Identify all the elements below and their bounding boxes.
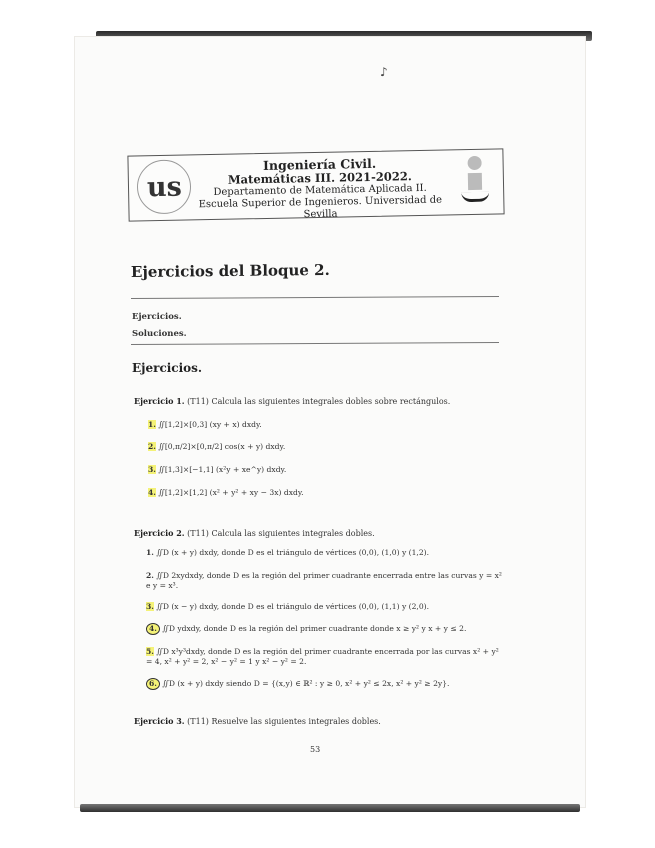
exercise-1-item: 2. ∬[0,π/2]×[0,π/2] cos(x + y) dxdy. bbox=[148, 442, 286, 451]
header-department: Departamento de Matemática Aplicada II. bbox=[213, 182, 427, 198]
header-text bbox=[195, 156, 446, 224]
section-title: Ejercicios. bbox=[132, 361, 203, 375]
page-number: 53 bbox=[310, 745, 321, 754]
exercise-2-text: (T11) Calcula las siguientes integrales dobles. bbox=[187, 529, 375, 538]
exercise-2-item: 5. ∬D x³y³dxdy, donde D es la región del primer cuadrante encerrada por las curvas x² + y² = 4, x² + y² = 2, x² − y² = 1 y x² − y² = 2. bbox=[146, 647, 499, 666]
header-school: Escuela Superior de Ingenieros. Universidad de Sevilla bbox=[198, 194, 443, 221]
exercise-2-item: 4. ∬D ydxdy, donde D es la región del primer cuadrante donde x ≥ y² y x + y ≤ 2. bbox=[146, 623, 506, 635]
stray-mark: ♪ bbox=[380, 65, 388, 79]
header-course: Matemáticas III. 2021-2022. bbox=[227, 169, 412, 187]
exercise-3-text: (T11) Resuelve las siguientes integrales dobles. bbox=[187, 717, 381, 726]
exercise-3-label: Ejercicio 3. bbox=[134, 716, 185, 726]
header-degree: Ingeniería Civil. bbox=[262, 155, 377, 174]
exercise-1-text: (T11) Calcula las siguientes integrales dobles sobre rectángulos. bbox=[187, 397, 451, 406]
exercise-3-heading bbox=[134, 716, 381, 726]
toc-link-soluciones[interactable]: Soluciones. bbox=[132, 329, 187, 339]
exercise-1-item: 3. ∬[1,3]×[−1,1] (x²y + xe^y) dxdy. bbox=[148, 465, 287, 474]
exercise-2-label: Ejercicio 2. bbox=[134, 528, 185, 538]
university-logo-text: us bbox=[146, 171, 183, 204]
toc-link-ejercicios[interactable]: Ejercicios. bbox=[132, 312, 182, 322]
exercise-1-item: 4. ∬[1,2]×[1,2] (x² + y² + xy − 3x) dxdy. bbox=[148, 488, 304, 497]
exercise-2-item: 3. ∬D (x − y) dxdy, donde D es el triángulo de vértices (0,0), (1,1) y (2,0). bbox=[146, 602, 430, 611]
document-header bbox=[127, 148, 504, 221]
document-title: Ejercicios del Bloque 2. bbox=[130, 260, 330, 282]
exercise-2-heading bbox=[134, 528, 375, 538]
page-shadow-bottom bbox=[80, 804, 580, 812]
exercise-2-item: 2. ∬D 2xydxdy, donde D es la región del primer cuadrante encerrada entre las curvas y = x² e y = x³. bbox=[146, 571, 502, 590]
exercise-2-item: 1. ∬D (x + y) dxdy, donde D es el triángulo de vértices (0,0), (1,0) y (1,2). bbox=[146, 548, 430, 557]
exercise-1-heading bbox=[134, 396, 450, 406]
exercise-2-item: 6. ∬D (x + y) dxdy siendo D = {(x,y) ∈ ℝ² : y ≥ 0, x² + y² ≤ 2x, x² + y² ≥ 2y}. bbox=[146, 678, 506, 690]
school-logo-icon bbox=[460, 156, 489, 203]
exercise-1-item: 1. ∬[1,2]×[0,3] (xy + x) dxdy. bbox=[148, 420, 262, 429]
exercise-1-label: Ejercicio 1. bbox=[134, 396, 185, 406]
